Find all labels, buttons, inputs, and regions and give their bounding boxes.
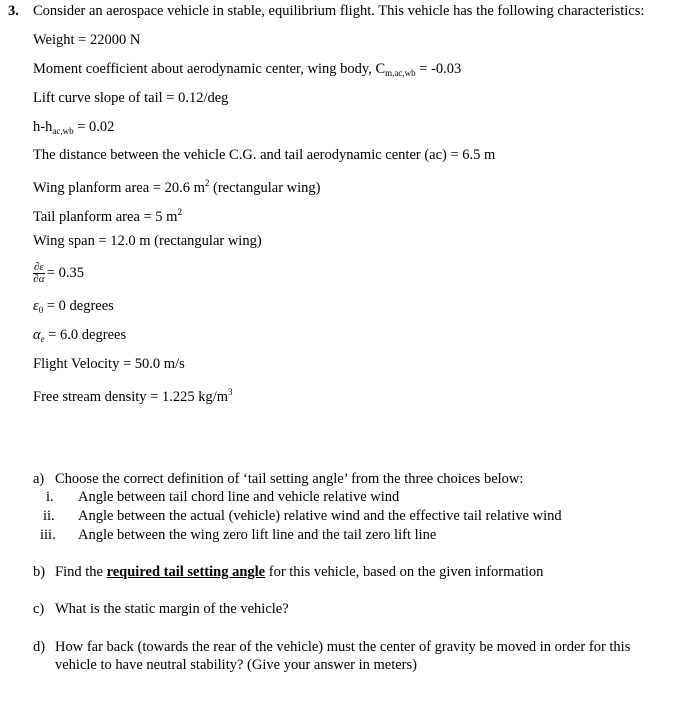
- part-b-text-post: for this vehicle, based on the given information: [265, 564, 544, 580]
- option-i-number: i.: [46, 489, 54, 505]
- h-prefix: h-h: [33, 119, 53, 135]
- part-b-emphasis: required tail setting angle: [106, 564, 266, 580]
- alpha-symbol: α: [33, 327, 41, 343]
- lift-curve-line: Lift curve slope of tail = 0.12/deg: [33, 90, 229, 106]
- fraction-numerator: ∂ε: [34, 261, 44, 273]
- moment-coeff-value: = -0.03: [415, 61, 462, 77]
- epsilon-subscript: 0: [38, 305, 44, 315]
- h-subscript: ac,wb: [52, 126, 74, 136]
- distance-line: The distance between the vehicle C.G. and tail aerodynamic center (ac) = 6.5 m: [33, 147, 496, 163]
- question-number: 3.: [8, 3, 19, 19]
- h-value: = 0.02: [73, 119, 115, 135]
- option-i-text: Angle between tail chord line and vehicle relative wind: [78, 489, 400, 505]
- part-a-text: Choose the correct definition of ‘tail setting angle’ from the three choices below:: [55, 471, 524, 487]
- part-b-label: b): [33, 564, 46, 580]
- fraction-denominator: ∂α: [33, 273, 45, 285]
- epsilon-zero-line: [33, 297, 114, 319]
- wing-area-prefix: Wing planform area = 20.6 m: [33, 180, 205, 196]
- option-iii-number: iii.: [40, 527, 56, 543]
- epsilon-value: = 0 degrees: [43, 298, 114, 314]
- part-d-text-line2: vehicle to have neutral stability? (Give your answer in meters): [55, 657, 417, 673]
- moment-coeff-prefix: Moment coefficient about aerodynamic center, wing body, C: [33, 61, 386, 77]
- part-c-label: c): [33, 601, 45, 617]
- tail-area-superscript: 2: [177, 207, 182, 217]
- downwash-fraction: [33, 262, 45, 285]
- alpha-e-line: [33, 326, 126, 348]
- alpha-value: = 6.0 degrees: [44, 327, 127, 343]
- wing-area-line: [33, 174, 321, 197]
- part-b-text-pre: Find the: [55, 564, 107, 580]
- question-intro: Consider an aerospace vehicle in stable, equilibrium flight. This vehicle has the following characteristics:: [33, 3, 645, 19]
- tail-area-line: [33, 203, 182, 226]
- part-d-text-line1: How far back (towards the rear of the vehicle) must the center of gravity be moved in order for this: [55, 639, 631, 655]
- density-line: [33, 383, 233, 406]
- option-ii-text: Angle between the actual (vehicle) relative wind and the effective tail relative wind: [78, 508, 562, 524]
- alpha-subscript: e: [40, 334, 45, 344]
- wing-area-suffix: (rectangular wing): [209, 180, 321, 196]
- moment-coeff-subscript: m,ac,wb: [385, 68, 416, 78]
- wing-area-superscript: 2: [204, 178, 210, 188]
- h-line: [33, 118, 114, 140]
- epsilon-symbol: ε: [33, 298, 39, 314]
- part-d-label: d): [33, 639, 46, 655]
- velocity-line: Flight Velocity = 50.0 m/s: [33, 356, 185, 372]
- option-iii-text: Angle between the wing zero lift line and the tail zero lift line: [78, 527, 437, 543]
- wing-span-line: Wing span = 12.0 m (rectangular wing): [33, 233, 262, 249]
- weight-line: Weight = 22000 N: [33, 32, 141, 48]
- downwash-value: = 0.35: [46, 264, 84, 281]
- part-b-text: [55, 563, 543, 581]
- part-a-label: a): [33, 471, 45, 487]
- moment-coefficient-line: [33, 60, 461, 82]
- part-c-text: What is the static margin of the vehicle?: [55, 601, 289, 617]
- tail-area-prefix: Tail planform area = 5 m: [33, 209, 178, 225]
- density-superscript: 3: [228, 387, 233, 397]
- downwash-derivative-line: [33, 262, 84, 285]
- option-ii-number: ii.: [43, 508, 55, 524]
- density-prefix: Free stream density = 1.225 kg/m: [33, 389, 229, 405]
